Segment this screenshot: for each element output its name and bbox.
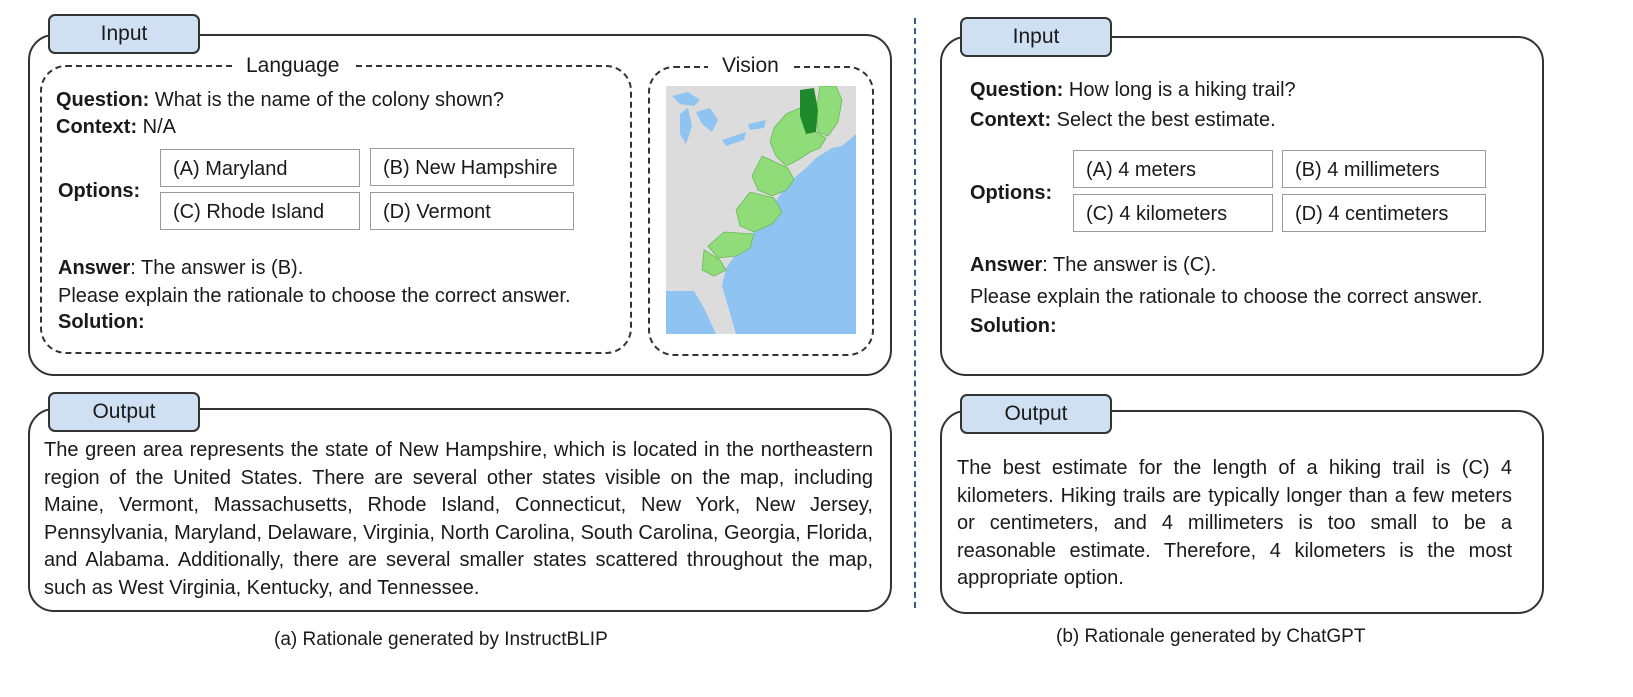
right-instruction: Please explain the rationale to choose the correct answer. [970,286,1483,308]
right-option-c: (C) 4 kilometers [1073,194,1273,232]
left-question-key: Question: [56,89,150,111]
right-context-line [970,108,1276,132]
right-option-a: (A) 4 meters [1073,150,1273,188]
left-context-key: Context: [56,116,138,138]
right-option-d: (D) 4 centimeters [1282,194,1486,232]
left-question-line [56,88,504,112]
left-input-tab: Input [48,14,200,54]
right-answer-key: Answer [970,254,1043,276]
right-question-line [970,78,1296,102]
left-answer-line [58,256,303,280]
vision-label: Vision [708,54,793,78]
right-solution-key: Solution: [970,315,1057,337]
left-output-text: The green area represents the state of New Hampshire, which is located in the northeastern region of the United States. There are several other states visible on the map, including Maine, Vermont, Massachusetts, Rhode Island, Connecticut, New York, New Jersey, Pennsylvania, Maryland, Delaware, Virginia, North Carolina, South Carolina, Georgia, Florida, and Alabama. Additionally, there are several smaller states scattered throughout the map, such as West Virginia, Kentucky, and Tennessee. [44,439,873,599]
left-option-d: (D) Vermont [370,192,574,230]
left-output-tab: Output [48,392,200,432]
left-answer-key: Answer [58,257,131,279]
left-caption: (a) Rationale generated by InstructBLIP [274,629,608,650]
right-answer-line [970,253,1216,277]
right-context-key: Context: [970,109,1052,131]
left-context-text: N/A [137,116,177,138]
colony-map-image [666,86,856,334]
right-caption: (b) Rationale generated by ChatGPT [1056,626,1366,647]
left-options-key: Options: [58,180,141,202]
panel-divider [914,18,916,608]
right-options-key: Options: [970,182,1053,204]
right-output-text: The best estimate for the length of a hiking trail is (C) 4 kilometers. Hiking trails are typically longer than a few meters or centimeters, and 4 millimeters is too small to be a reasonable estimate. Therefore, 4 kilometers is the most appropriate option. [957,457,1512,589]
left-solution-key: Solution: [58,311,145,333]
language-label: Language [232,54,353,78]
left-option-a: (A) Maryland [160,149,360,187]
right-input-tab: Input [960,17,1112,57]
right-option-b: (B) 4 millimeters [1282,150,1486,188]
right-question-key: Question: [970,79,1064,101]
right-answer-text: : The answer is (C). [1042,254,1217,276]
left-question-text: What is the name of the colony shown? [149,89,504,111]
right-output-tab: Output [960,394,1112,434]
right-context-text: Select the best estimate. [1051,109,1276,131]
left-context-line [56,115,176,139]
right-question-text: How long is a hiking trail? [1063,79,1296,101]
left-answer-text: : The answer is (B). [130,257,304,279]
left-option-c: (C) Rhode Island [160,192,360,230]
left-option-b: (B) New Hampshire [370,148,574,186]
left-instruction: Please explain the rationale to choose the correct answer. [58,285,571,307]
